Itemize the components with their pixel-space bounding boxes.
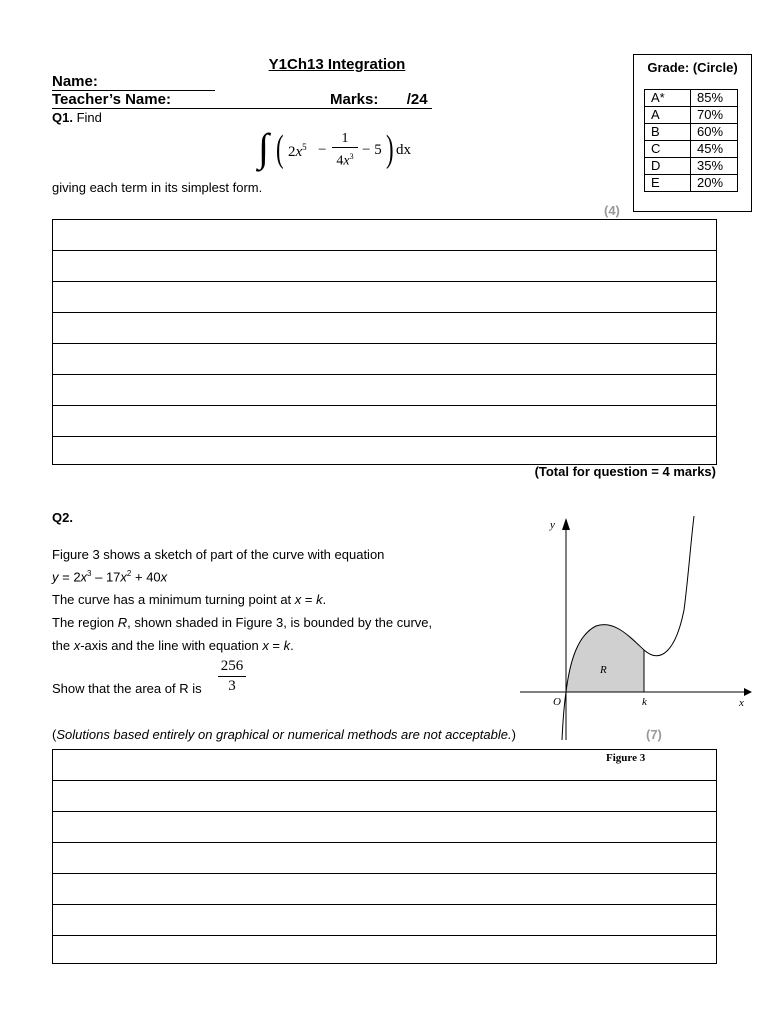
q2-fraction bbox=[218, 658, 246, 696]
q1-integral bbox=[258, 125, 428, 178]
name-label: Name: bbox=[52, 73, 98, 90]
x-axis-arrow bbox=[744, 688, 752, 696]
grade-row[interactable] bbox=[645, 124, 738, 141]
q2-line5: the x-axis and the line with equation x = k. bbox=[52, 638, 294, 653]
q2-show-text: Show that the area of R is bbox=[52, 681, 202, 696]
q1-label: Q1. bbox=[52, 110, 73, 125]
q2-line3: The curve has a minimum turning point at x = k. bbox=[52, 592, 327, 607]
marks-field bbox=[330, 91, 428, 108]
answer-line[interactable] bbox=[53, 781, 716, 812]
q2-answer-area[interactable] bbox=[52, 749, 717, 964]
fraction-numerator: 256 bbox=[220, 658, 244, 674]
teacher-field[interactable] bbox=[52, 91, 432, 109]
q1-marks: (4) bbox=[604, 203, 620, 218]
q2-label: Q2. bbox=[52, 510, 73, 525]
grade-box bbox=[633, 54, 752, 212]
fraction-denominator: 3 bbox=[218, 676, 246, 696]
open-paren: ( bbox=[276, 128, 284, 170]
answer-line[interactable] bbox=[53, 812, 716, 843]
marks-label: Marks: bbox=[330, 91, 379, 108]
integral-sign: ∫ bbox=[258, 125, 269, 170]
fraction-numerator: 1 bbox=[341, 131, 349, 146]
teacher-label: Teacher’s Name: bbox=[52, 91, 171, 108]
q1-answer-area[interactable] bbox=[52, 219, 717, 465]
grade-row[interactable] bbox=[645, 158, 738, 175]
curve bbox=[562, 516, 694, 740]
answer-line[interactable] bbox=[53, 874, 716, 905]
q2-marks: (7) bbox=[646, 727, 662, 742]
answer-line[interactable] bbox=[53, 843, 716, 874]
grade-percentage: 70% bbox=[691, 107, 738, 124]
name-field[interactable] bbox=[52, 73, 215, 91]
grade-letter: A* bbox=[645, 90, 691, 107]
answer-line[interactable] bbox=[53, 375, 716, 406]
grade-row[interactable] bbox=[645, 141, 738, 158]
grade-table bbox=[644, 89, 738, 192]
y-axis-arrow bbox=[562, 518, 570, 530]
figure-3-graph bbox=[516, 510, 756, 742]
answer-line[interactable] bbox=[53, 313, 716, 344]
close-paren: ) bbox=[386, 128, 394, 170]
x-axis-label: x bbox=[739, 697, 744, 709]
minus-sign: − bbox=[318, 142, 327, 158]
q1-instruction: giving each term in its simplest form. bbox=[52, 180, 263, 195]
origin-label: O bbox=[553, 696, 561, 708]
grade-letter: A bbox=[645, 107, 691, 124]
grade-percentage: 45% bbox=[691, 141, 738, 158]
grade-percentage: 85% bbox=[691, 90, 738, 107]
q1-total: (Total for question = 4 marks) bbox=[534, 464, 716, 479]
dx: dx bbox=[396, 142, 411, 158]
grade-letter: E bbox=[645, 175, 691, 192]
answer-line[interactable] bbox=[53, 905, 716, 936]
grade-letter: D bbox=[645, 158, 691, 175]
grade-row[interactable] bbox=[645, 175, 738, 192]
constant-term: − 5 bbox=[362, 142, 382, 158]
grade-percentage: 20% bbox=[691, 175, 738, 192]
grade-letter: B bbox=[645, 124, 691, 141]
answer-line[interactable] bbox=[53, 344, 716, 375]
answer-line[interactable] bbox=[53, 406, 716, 437]
answer-line[interactable] bbox=[53, 251, 716, 282]
k-label: k bbox=[642, 696, 647, 708]
grade-letter: C bbox=[645, 141, 691, 158]
grade-percentage: 35% bbox=[691, 158, 738, 175]
q2-line1: Figure 3 shows a sketch of part of the curve with equation bbox=[52, 547, 385, 562]
grade-row[interactable] bbox=[645, 107, 738, 124]
grade-percentage: 60% bbox=[691, 124, 738, 141]
answer-line[interactable] bbox=[53, 220, 716, 251]
page-title: Y1Ch13 Integration bbox=[268, 56, 406, 73]
y-axis-label: y bbox=[550, 519, 555, 531]
q2-equation: $y = 2x^3 - 17x^2 + 40x$ bbox=[52, 569, 168, 585]
grade-box-title: Grade: (Circle) bbox=[647, 60, 738, 75]
fraction-denominator: $4x^3$ bbox=[332, 147, 358, 171]
q2-line4: The region R, shown shaded in Figure 3, is bounded by the curve, bbox=[52, 615, 433, 630]
shaded-region-r bbox=[566, 625, 644, 692]
grade-row[interactable] bbox=[645, 90, 738, 107]
q1-heading bbox=[52, 110, 102, 125]
answer-line[interactable] bbox=[53, 282, 716, 313]
marks-total: /24 bbox=[406, 91, 428, 108]
region-label: R bbox=[600, 664, 607, 676]
answer-line[interactable] bbox=[53, 936, 716, 967]
q1-fraction bbox=[332, 131, 358, 171]
q2-note: (Solutions based entirely on graphical or numerical methods are not acceptable.) bbox=[52, 727, 516, 742]
figure-caption: Figure 3 bbox=[606, 752, 646, 764]
q1-prompt: Find bbox=[76, 110, 102, 125]
term1: $2x^5$ bbox=[288, 142, 307, 160]
